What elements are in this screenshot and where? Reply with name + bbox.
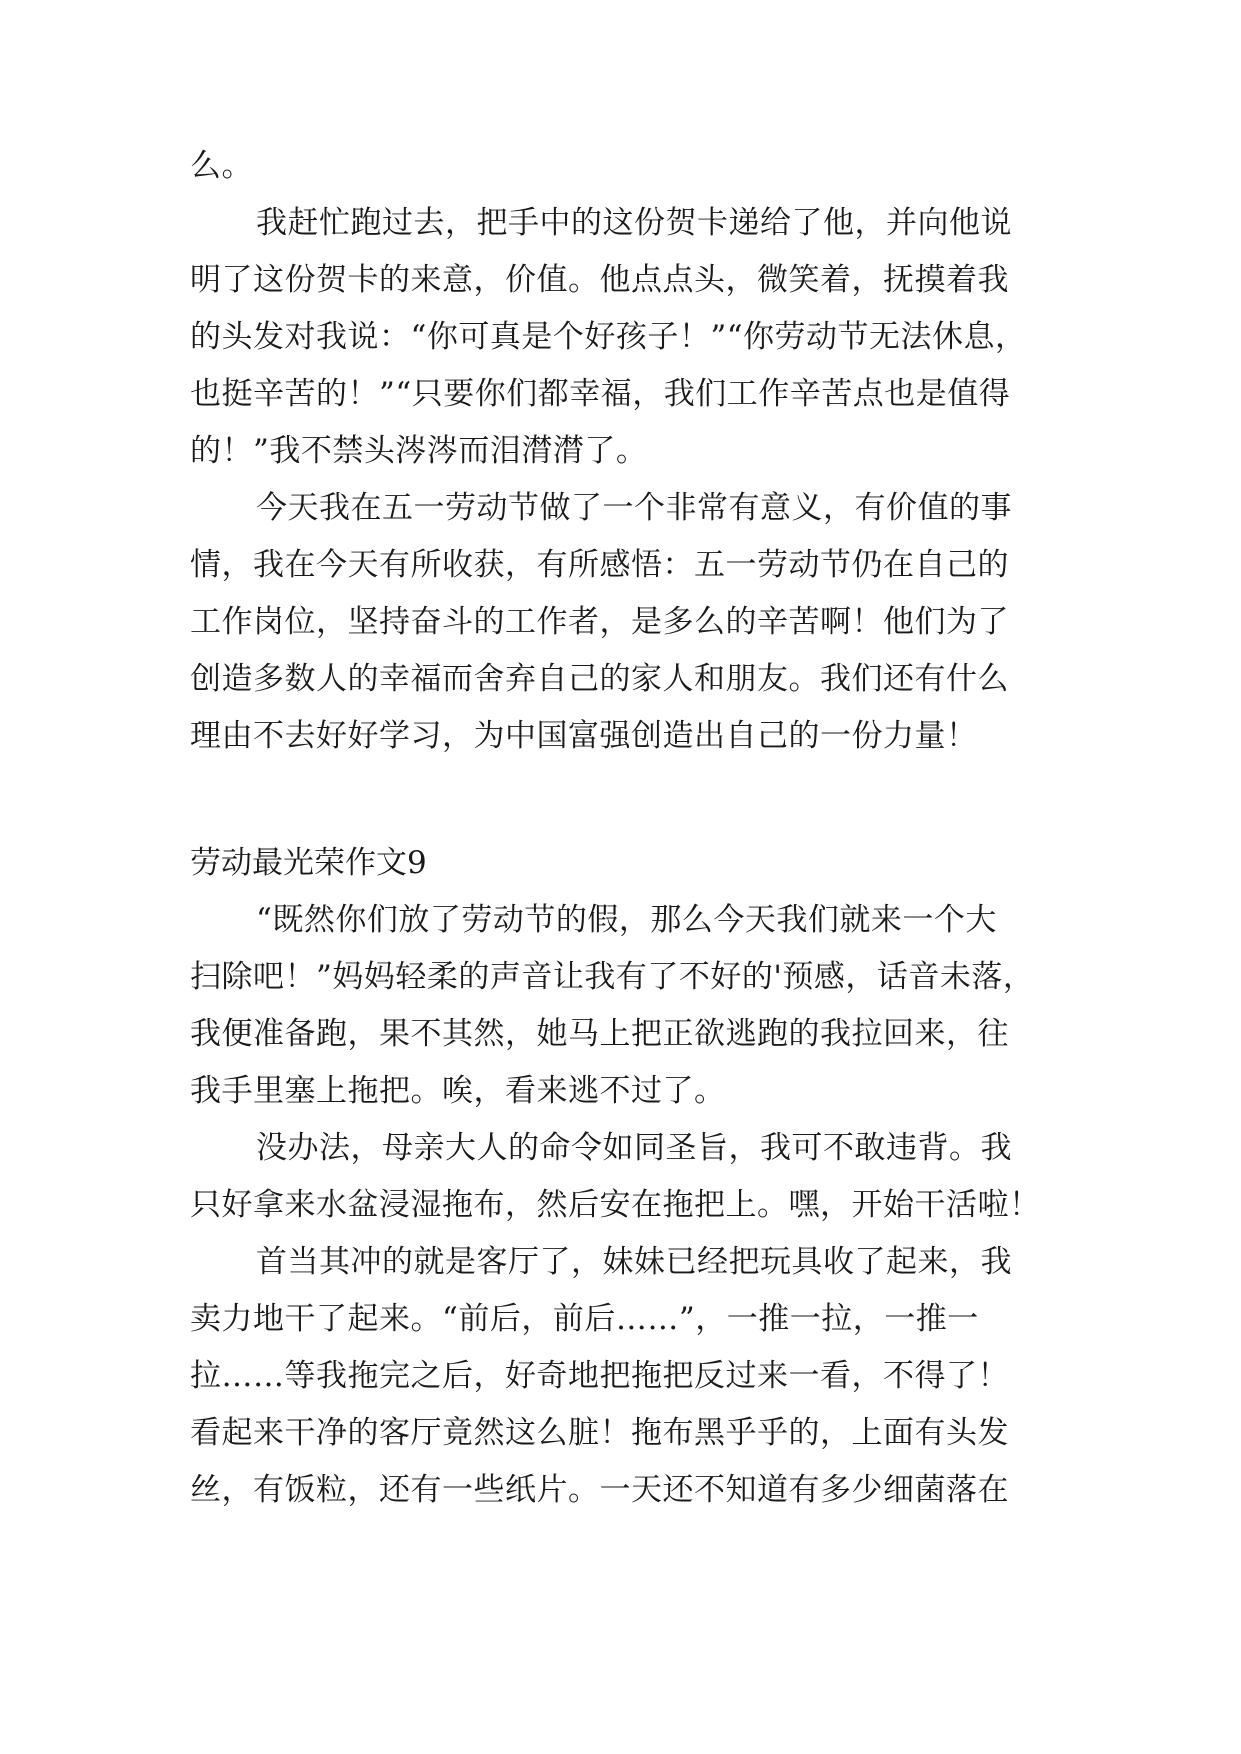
text-line: 丝，有饭粒，还有一些纸片。一天还不知道有多少细菌落在 [190, 1472, 1009, 1508]
text-line: 今天我在五一劳动节做了一个非常有意义，有价值的事 [256, 490, 1012, 526]
text-line: 没办法，母亲大人的命令如同圣旨，我可不敢违背。我 [256, 1130, 1012, 1166]
text-line: 创造多数人的幸福而舍弃自己的家人和朋友。我们还有什么 [190, 661, 1009, 697]
text-line: 情，我在今天有所收获，有所感悟：五一劳动节仍在自己的 [190, 547, 1009, 583]
text-line: 首当其冲的就是客厅了，妹妹已经把玩具收了起来，我 [256, 1244, 1012, 1280]
text-line: 也挺辛苦的！”“只要你们都幸福，我们工作辛苦点也是值得 [190, 376, 1011, 412]
text-line: “既然你们放了劳动节的假，那么今天我们就来一个大 [256, 902, 997, 938]
text-line: 只好拿来水盆浸湿拖布，然后安在拖把上。嘿，开始干活啦！ [190, 1187, 1041, 1223]
text-line: 的头发对我说：“你可真是个好孩子！”“你劳动节无法休息， [190, 319, 1027, 355]
text-line: 我手里塞上拖把。唉，看来逃不过了。 [190, 1073, 726, 1109]
text-line: 拉……等我拖完之后，好奇地把拖把反过来一看，不得了！ [190, 1358, 1009, 1394]
section-heading: 劳动最光荣作文9 [190, 845, 427, 881]
text-line: 的！”我不禁头涔涔而泪潸潸了。 [190, 433, 648, 469]
text-line: 明了这份贺卡的来意，价值。他点点头，微笑着，抚摸着我 [190, 262, 1009, 298]
text-line: 看起来干净的客厅竟然这么脏！拖布黑乎乎的，上面有头发 [190, 1415, 1009, 1451]
text-line: 我赶忙跑过去，把手中的这份贺卡递给了他，并向他说 [256, 205, 1012, 241]
text-line: 工作岗位，坚持奋斗的工作者，是多么的辛苦啊！他们为了 [190, 604, 1009, 640]
text-line: 我便准备跑，果不其然，她马上把正欲逃跑的我拉回来，往 [190, 1016, 1009, 1052]
text-line: 卖力地干了起来。“前后，前后……”，一推一拉，一推一 [190, 1301, 979, 1337]
text-line: 么。 [190, 148, 253, 184]
text-line: 理由不去好好学习，为中国富强创造出自己的一份力量！ [190, 718, 978, 754]
text-line: 扫除吧！”妈妈轻柔的声音让我有了不好的'预感，话音未落， [190, 959, 1035, 995]
